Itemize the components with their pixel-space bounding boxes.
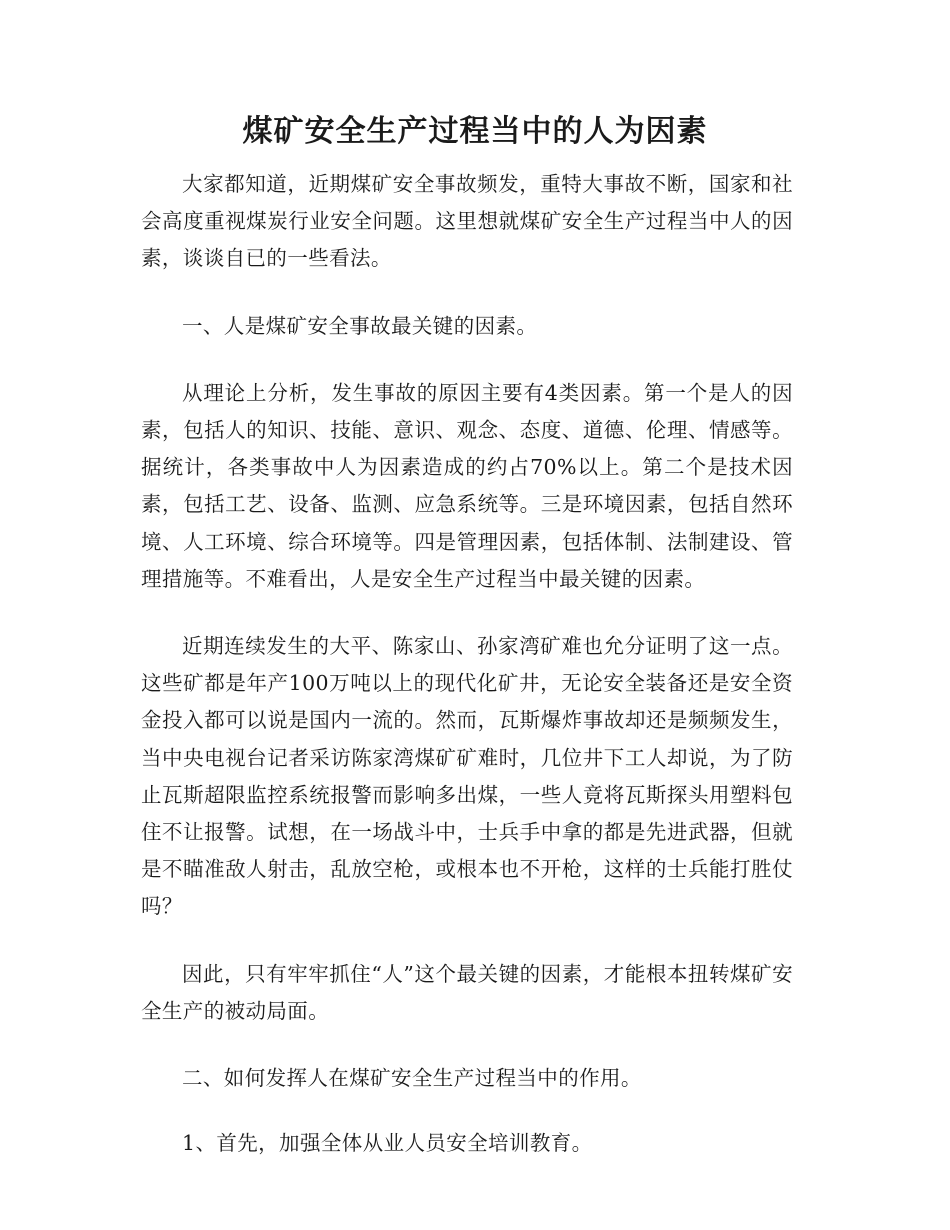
heading-subsection-1: 1、首先，加强全体从业人员安全培训教育。 — [182, 1131, 593, 1156]
document-body — [141, 166, 793, 1192]
paragraph-examples: 近期连续发生的大平、陈家山、孙家湾矿难也允分证明了这一点。这些矿都是年产100万吨以上的现代化矿井，无论安全装备还是安全资金投入都可以说是国内一流的。然而，瓦斯爆炸事故却还是频频发生，当中央电视台记者采访陈家湾煤矿矿难时，几位井下工人却说，为了防止瓦斯超限监控系统报警而影响多出煤，一些人竟将瓦斯探头用塑料包住不让报警。试想，在一场战斗中，士兵手中拿的都是先进武器，但就是不瞄准敌人射击，乱放空枪，或根本也不开枪，这样的士兵能打胜仗吗？ — [141, 634, 793, 919]
document-title: 煤矿安全生产过程当中的人为因素 — [242, 114, 708, 149]
paragraph-analysis: 从理论上分析，发生事故的原因主要有4类因素。第一个是人的因素，包括人的知识、技能、意识、观念、态度、道德、伦理、情感等。据统计，各类事故中人为因素造成的约占70%以上。第二个是技术因素，包括工艺、设备、监测、应急系统等。三是环境因素，包括自然环境、人工环境、综合环境等。四是管理因素，包括体制、法制建设、管理措施等。不难看出，人是安全生产过程当中最关键的因素。 — [141, 380, 793, 591]
paragraph-conclusion: 因此，只有牢牢抓住“人”这个最关键的因素，才能根本扭转煤矿安全生产的被动局面。 — [141, 961, 793, 1023]
heading-section-1: 一、人是煤矿安全事故最关键的因素。 — [182, 313, 538, 338]
heading-section-2: 二、如何发挥人在煤矿安全生产过程当中的作用。 — [182, 1066, 642, 1091]
paragraph-intro: 大家都知道，近期煤矿安全事故频发，重特大事故不断，国家和社会高度重视煤炭行业安全问题。这里想就煤矿安全生产过程当中人的因素，谈谈自已的一些看法。 — [141, 172, 793, 271]
